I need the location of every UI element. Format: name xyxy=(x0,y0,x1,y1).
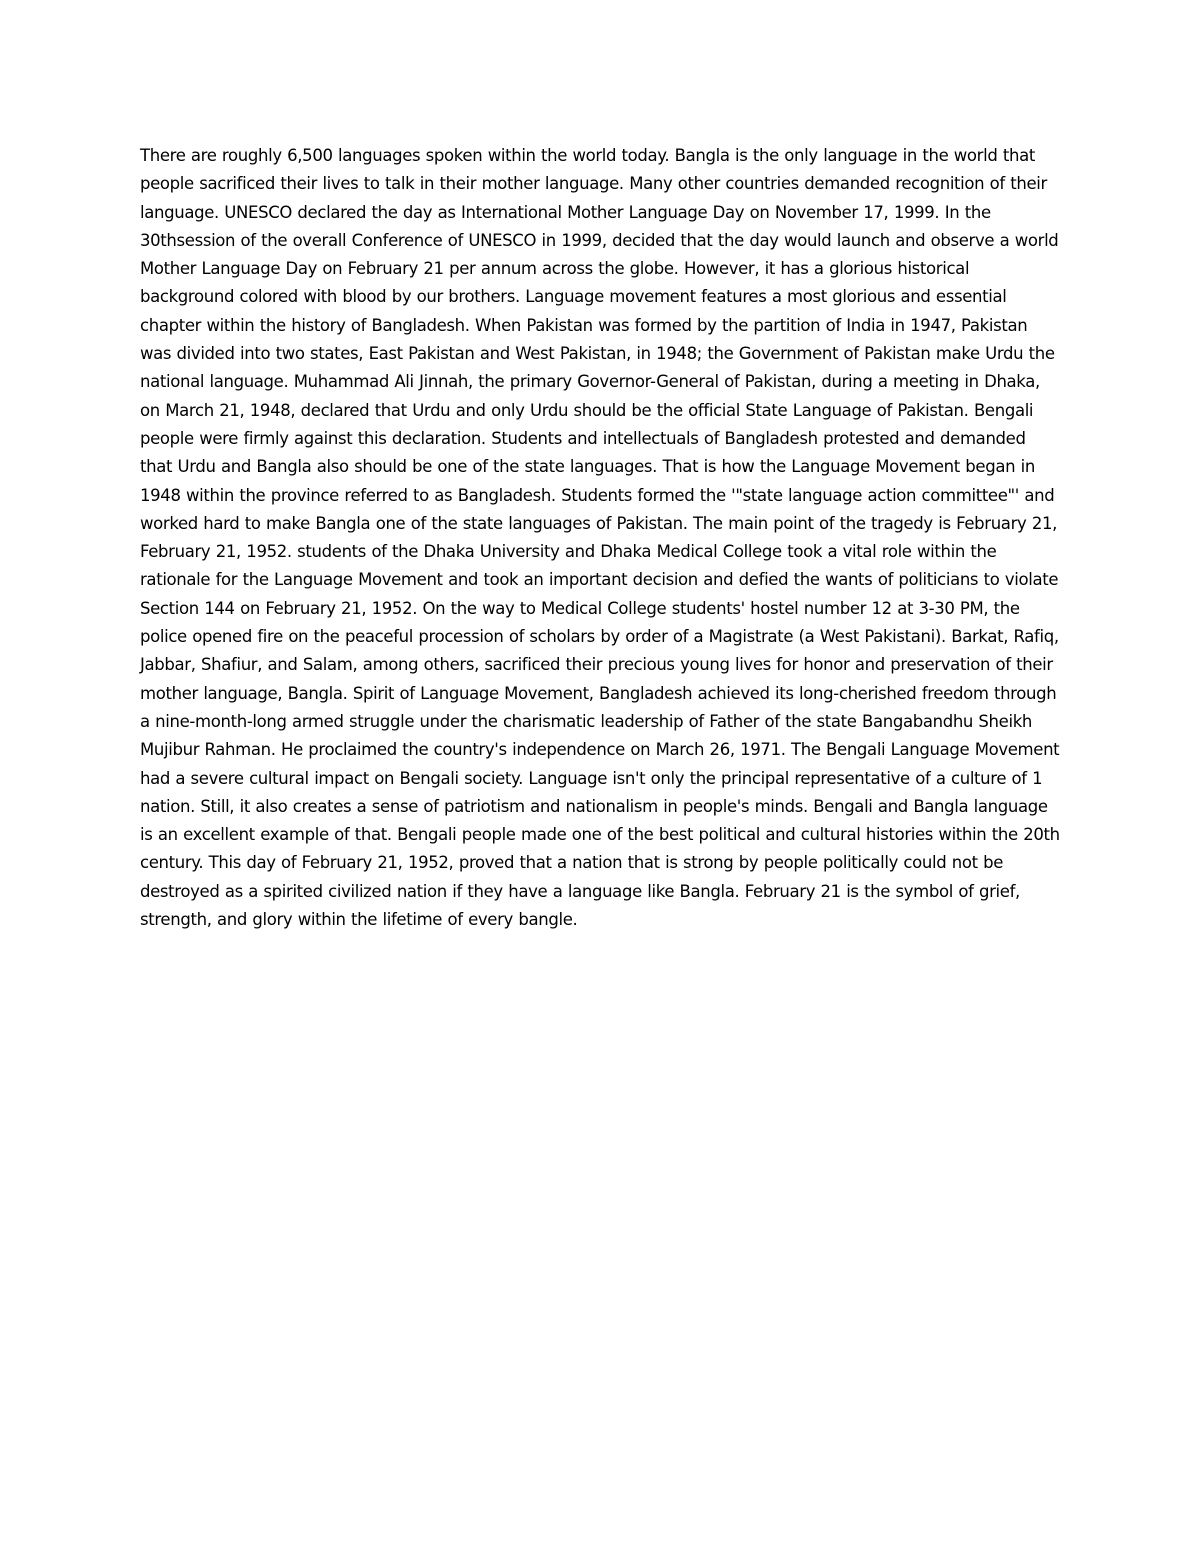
body-paragraph: There are roughly 6,500 languages spoken within the world today. Bangla is the only language in the world that people sacrificed their lives to talk in their mother language. Many other countries demanded recognition of their language. UNESCO declared the day as International Mother Language Day on November 17, 1999. In the 30thsession of the overall Conference of UNESCO in 1999, decided that the day would launch and observe a world Mother Language Day on February 21 per annum across the globe. However, it has a glorious historical background colored with blood by our brothers. Language movement features a most glorious and essential chapter within the history of Bangladesh. When Pakistan was formed by the partition of India in 1947, Pakistan was divided into two states, East Pakistan and West Pakistan, in 1948; the Government of Pakistan make Urdu the national language. Muhammad Ali Jinnah, the primary Governor-General of Pakistan, during a meeting in Dhaka, on March 21, 1948, declared that Urdu and only Urdu should be the official State Language of Pakistan. Bengali people were firmly against this declaration. Students and intellectuals of Bangladesh protested and demanded that Urdu and Bangla also should be one of the state languages. That is how the Language Movement began in 1948 within the province referred to as Bangladesh. Students formed the '"state language action committee"' and worked hard to make Bangla one of the state languages of Pakistan. The main point of the tragedy is February 21, February 21, 1952. students of the Dhaka University and Dhaka Medical College took a vital role within the rationale for the Language Movement and took an important decision and defied the wants of politicians to violate Section 144 on February 21, 1952. On the way to Medical College students' hostel number 12 at 3-30 PM, the police opened fire on the peaceful procession of scholars by order of a Magistrate (a West Pakistani). Barkat, Rafiq, Jabbar, Shafiur, and Salam, among others, sacrificed their precious young lives for honor and preservation of their mother language, Bangla. Spirit of Language Movement, Bangladesh achieved its long-cherished freedom through a nine-month-long armed struggle under the charismatic leadership of Father of the state Bangabandhu Sheikh Mujibur Rahman. He proclaimed the country's independence on March 26, 1971. The Bengali Language Movement had a severe cultural impact on Bengali society. Language isn't only the principal representative of a culture of 1 nation. Still, it also creates a sense of patriotism and nationalism in people's minds. Bengali and Bangla language is an excellent example of that. Bengali people made one of the best political and cultural histories within the 20th century. This day of February 21, 1952, proved that a nation that is strong by people politically could not be destroyed as a spirited civilized nation if they have a language like Bangla. February 21 is the symbol of grief, strength, and glory within the lifetime of every bangle. xyxy=(140,146,1060,930)
